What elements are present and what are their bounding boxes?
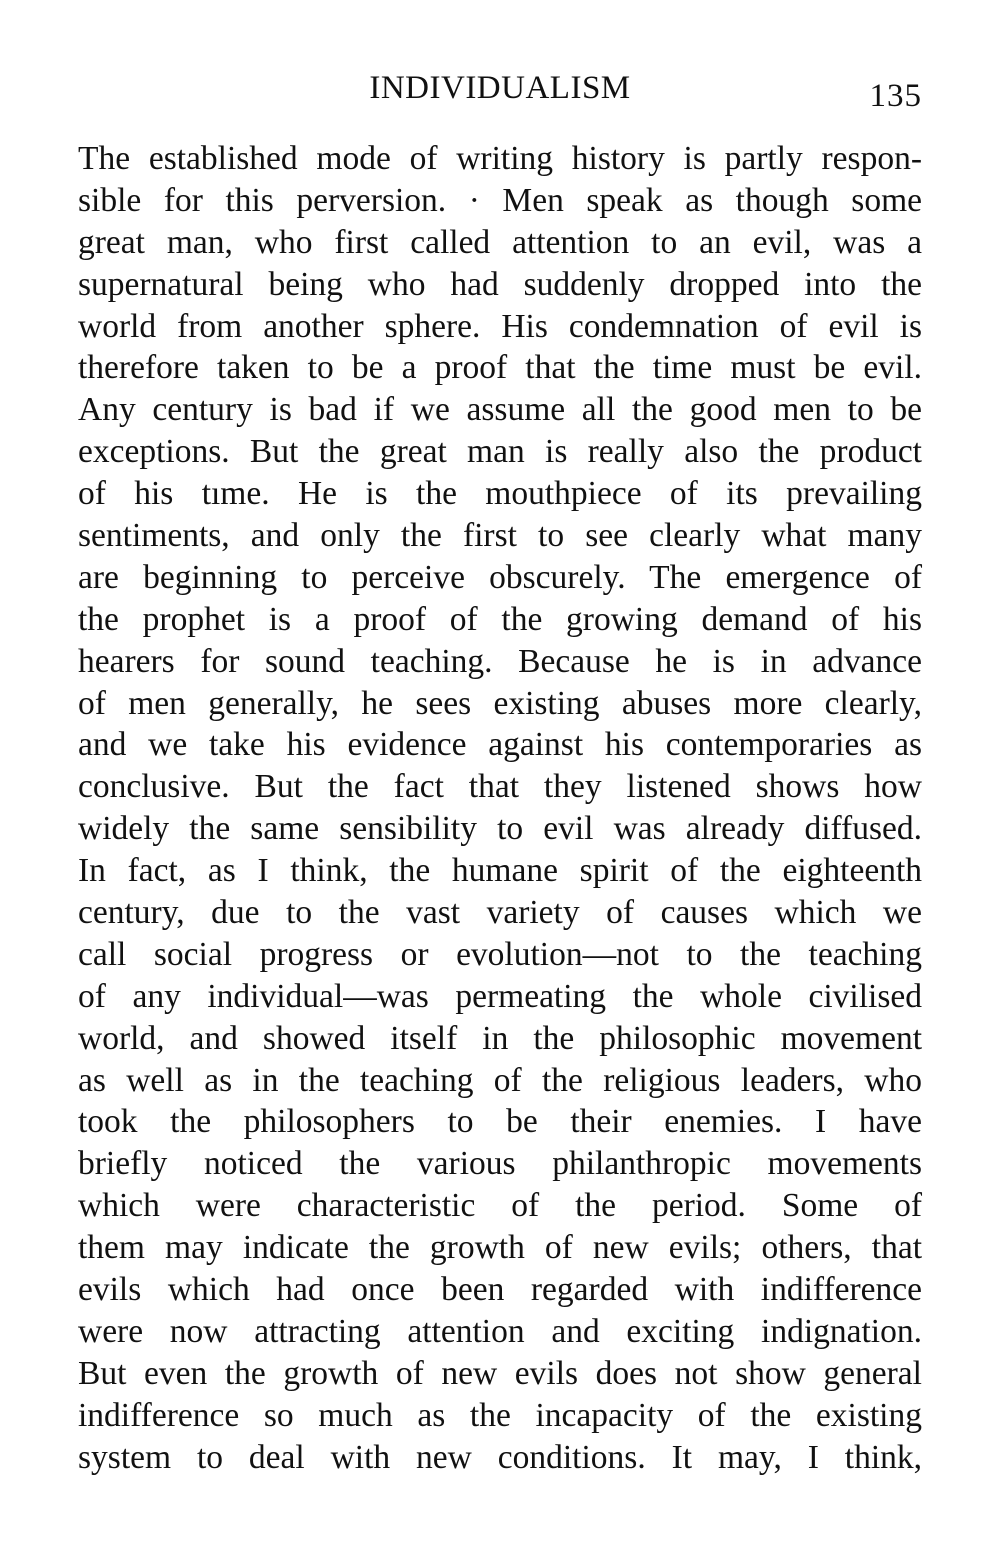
text-line: The established mode of writing history is partly respon- <box>78 140 922 177</box>
text-line: them may indicate the growth of new evils; others, that <box>78 1229 922 1267</box>
text-line: supernatural being who had suddenly dropped into the <box>78 265 922 303</box>
text-line: conclusive. But the fact that they listened shows how <box>78 768 922 806</box>
text-line: and we take his evidence against his contemporaries as <box>78 726 922 764</box>
text-line: are beginning to perceive obscurely. The emergence of <box>78 558 922 596</box>
body-paragraph <box>78 138 922 1479</box>
text-line: great man, who first called attention to an evil, was a <box>78 223 922 261</box>
running-title: INDIVIDUALISM <box>369 70 631 106</box>
text-line: widely the same sensibility to evil was already diffused. <box>78 810 922 848</box>
text-line: sentiments, and only the first to see clearly what many <box>78 517 922 555</box>
text-line: the prophet is a proof of the growing demand of his <box>78 600 922 638</box>
text-line: took the philosophers to be their enemies. I have <box>78 1103 922 1141</box>
page-number: 135 <box>869 78 922 114</box>
text-line: were now attracting attention and exciting indignation. <box>78 1312 922 1350</box>
text-line: of men generally, he sees existing abuses more clearly, <box>78 684 922 722</box>
running-head <box>78 70 922 118</box>
text-line: But even the growth of new evils does not show general <box>78 1354 922 1392</box>
text-line: hearers for sound teaching. Because he is in advance <box>78 642 922 680</box>
text-line: evils which had once been regarded with indifference <box>78 1271 922 1309</box>
text-line: exceptions. But the great man is really also the product <box>78 433 922 471</box>
text-line: indifference so much as the incapacity of the existing <box>78 1396 922 1434</box>
text-line: of any individual—was permeating the whole civilised <box>78 977 922 1015</box>
text-line: world, and showed itself in the philosophic movement <box>78 1019 922 1057</box>
text-line: system to deal with new conditions. It may, I think, <box>78 1438 922 1476</box>
text-line: briefly noticed the various philanthropic movements <box>78 1145 922 1183</box>
text-line: sible for this perversion. · Men speak as though some <box>78 181 922 219</box>
text-line: as well as in the teaching of the religious leaders, who <box>78 1061 922 1099</box>
text-line: Any century is bad if we assume all the good men to be <box>78 391 922 429</box>
text-line: of his tıme. He is the mouthpiece of its prevailing <box>78 475 922 513</box>
text-line: century, due to the vast variety of causes which we <box>78 894 922 932</box>
text-line: therefore taken to be a proof that the time must be evil. <box>78 349 922 387</box>
text-line: In fact, as I think, the humane spirit of the eighteenth <box>78 852 922 890</box>
text-line: which were characteristic of the period. Some of <box>78 1187 922 1225</box>
text-line: call social progress or evolution—not to the teaching <box>78 935 922 973</box>
text-line: world from another sphere. His condemnation of evil is <box>78 307 922 345</box>
